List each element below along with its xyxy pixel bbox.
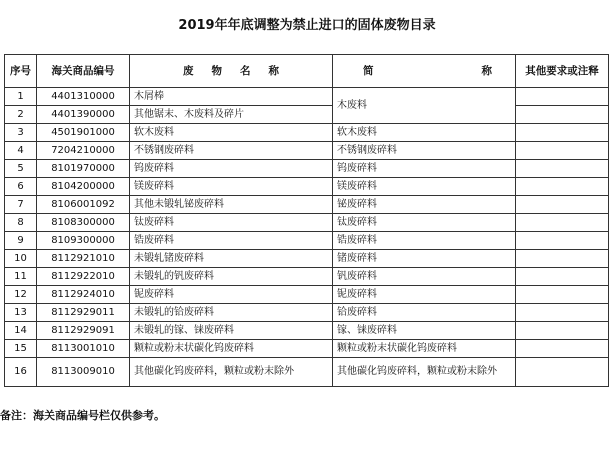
table-header-row — [5, 55, 609, 88]
cell-short: 钛废碎料 — [333, 214, 516, 232]
cell-name: 锆废碎料 — [130, 232, 333, 250]
cell-name: 其他未锻轧铋废碎料 — [130, 196, 333, 214]
cell-seq: 13 — [5, 304, 37, 322]
cell-code: 8104200000 — [37, 178, 130, 196]
cell-short: 铋废碎料 — [333, 196, 516, 214]
cell-name: 其他碳化钨废碎料，颗粒或粉末除外 — [130, 358, 333, 387]
cell-name: 未锻轧锗废碎料 — [130, 250, 333, 268]
cell-seq: 3 — [5, 124, 37, 142]
cell-short: 镁废碎料 — [333, 178, 516, 196]
cell-short: 不锈钢废碎料 — [333, 142, 516, 160]
header-short-part-a: 简 — [363, 64, 374, 77]
cell-code: 4501901000 — [37, 124, 130, 142]
cell-seq: 16 — [5, 358, 37, 387]
table-row — [5, 250, 609, 268]
cell-short: 颗粒或粉末状碳化钨废碎料 — [333, 340, 516, 358]
cell-name: 未锻轧的镓、铼废碎料 — [130, 322, 333, 340]
cell-name: 未锻轧的钒废碎料 — [130, 268, 333, 286]
cell-code: 8112929091 — [37, 322, 130, 340]
cell-other — [516, 250, 609, 268]
cell-name: 钛废碎料 — [130, 214, 333, 232]
cell-name: 铌废碎料 — [130, 286, 333, 304]
cell-code: 8113009010 — [37, 358, 130, 387]
cell-other — [516, 178, 609, 196]
table-row — [5, 232, 609, 250]
cell-other — [516, 286, 609, 304]
table-row — [5, 358, 609, 387]
table-body — [5, 88, 609, 387]
header-short — [333, 55, 516, 88]
table-row — [5, 286, 609, 304]
cell-short: 软木废料 — [333, 124, 516, 142]
footnote: 备注：海关商品编号栏仅供参考。 — [0, 409, 165, 422]
document-title: 2019年年底调整为禁止进口的固体废物目录 — [178, 18, 436, 33]
cell-code: 8112924010 — [37, 286, 130, 304]
cell-other — [516, 160, 609, 178]
cell-short: 其他碳化钨废碎料，颗粒或粉末除外 — [333, 358, 516, 387]
cell-code: 8101970000 — [37, 160, 130, 178]
cell-seq: 1 — [5, 88, 37, 106]
table-row — [5, 88, 609, 106]
cell-seq: 15 — [5, 340, 37, 358]
cell-short: 钨废碎料 — [333, 160, 516, 178]
cell-other — [516, 268, 609, 286]
table-row — [5, 214, 609, 232]
cell-short: 锗废碎料 — [333, 250, 516, 268]
table-row — [5, 160, 609, 178]
cell-other — [516, 232, 609, 250]
header-other: 其他要求或注释 — [516, 55, 609, 88]
table-row — [5, 340, 609, 358]
cell-short: 铪废碎料 — [333, 304, 516, 322]
table-row — [5, 178, 609, 196]
cell-code: 8113001010 — [37, 340, 130, 358]
cell-seq: 11 — [5, 268, 37, 286]
cell-seq: 10 — [5, 250, 37, 268]
cell-name: 不锈钢废碎料 — [130, 142, 333, 160]
cell-other — [516, 322, 609, 340]
cell-code: 4401310000 — [37, 88, 130, 106]
cell-code: 8112929011 — [37, 304, 130, 322]
cell-seq: 12 — [5, 286, 37, 304]
table-row — [5, 268, 609, 286]
cell-other — [516, 106, 609, 124]
cell-code: 7204210000 — [37, 142, 130, 160]
table-row — [5, 106, 609, 124]
cell-name: 其他锯末、木废料及碎片 — [130, 106, 333, 124]
table-row — [5, 124, 609, 142]
cell-seq: 4 — [5, 142, 37, 160]
cell-code: 8112922010 — [37, 268, 130, 286]
cell-short: 锆废碎料 — [333, 232, 516, 250]
waste-catalog-table — [4, 54, 609, 387]
table-row — [5, 304, 609, 322]
cell-other — [516, 88, 609, 106]
table-row — [5, 142, 609, 160]
cell-code: 4401390000 — [37, 106, 130, 124]
header-code: 海关商品编号 — [37, 55, 130, 88]
cell-code: 8109300000 — [37, 232, 130, 250]
header-seq: 序号 — [5, 55, 37, 88]
cell-seq: 14 — [5, 322, 37, 340]
cell-seq: 6 — [5, 178, 37, 196]
header-name: 废物名称 — [130, 55, 333, 88]
cell-short-merged: 木废料 — [333, 88, 516, 124]
cell-code: 8106001092 — [37, 196, 130, 214]
cell-other — [516, 196, 609, 214]
cell-name: 未锻轧的铪废碎料 — [130, 304, 333, 322]
header-short-part-b: 称 — [481, 64, 492, 77]
cell-other — [516, 142, 609, 160]
cell-name: 颗粒或粉末状碳化钨废碎料 — [130, 340, 333, 358]
cell-short: 镓、铼废碎料 — [333, 322, 516, 340]
cell-name: 钨废碎料 — [130, 160, 333, 178]
cell-seq: 7 — [5, 196, 37, 214]
cell-seq: 8 — [5, 214, 37, 232]
cell-seq: 2 — [5, 106, 37, 124]
cell-seq: 9 — [5, 232, 37, 250]
cell-short: 钒废碎料 — [333, 268, 516, 286]
table-row — [5, 196, 609, 214]
cell-other — [516, 358, 609, 387]
cell-code: 8108300000 — [37, 214, 130, 232]
cell-seq: 5 — [5, 160, 37, 178]
cell-name: 镁废碎料 — [130, 178, 333, 196]
cell-other — [516, 304, 609, 322]
cell-other — [516, 214, 609, 232]
cell-short: 铌废碎料 — [333, 286, 516, 304]
table-row — [5, 322, 609, 340]
cell-other — [516, 124, 609, 142]
cell-other — [516, 340, 609, 358]
cell-code: 8112921010 — [37, 250, 130, 268]
cell-name: 软木废料 — [130, 124, 333, 142]
cell-name: 木屑棒 — [130, 88, 333, 106]
